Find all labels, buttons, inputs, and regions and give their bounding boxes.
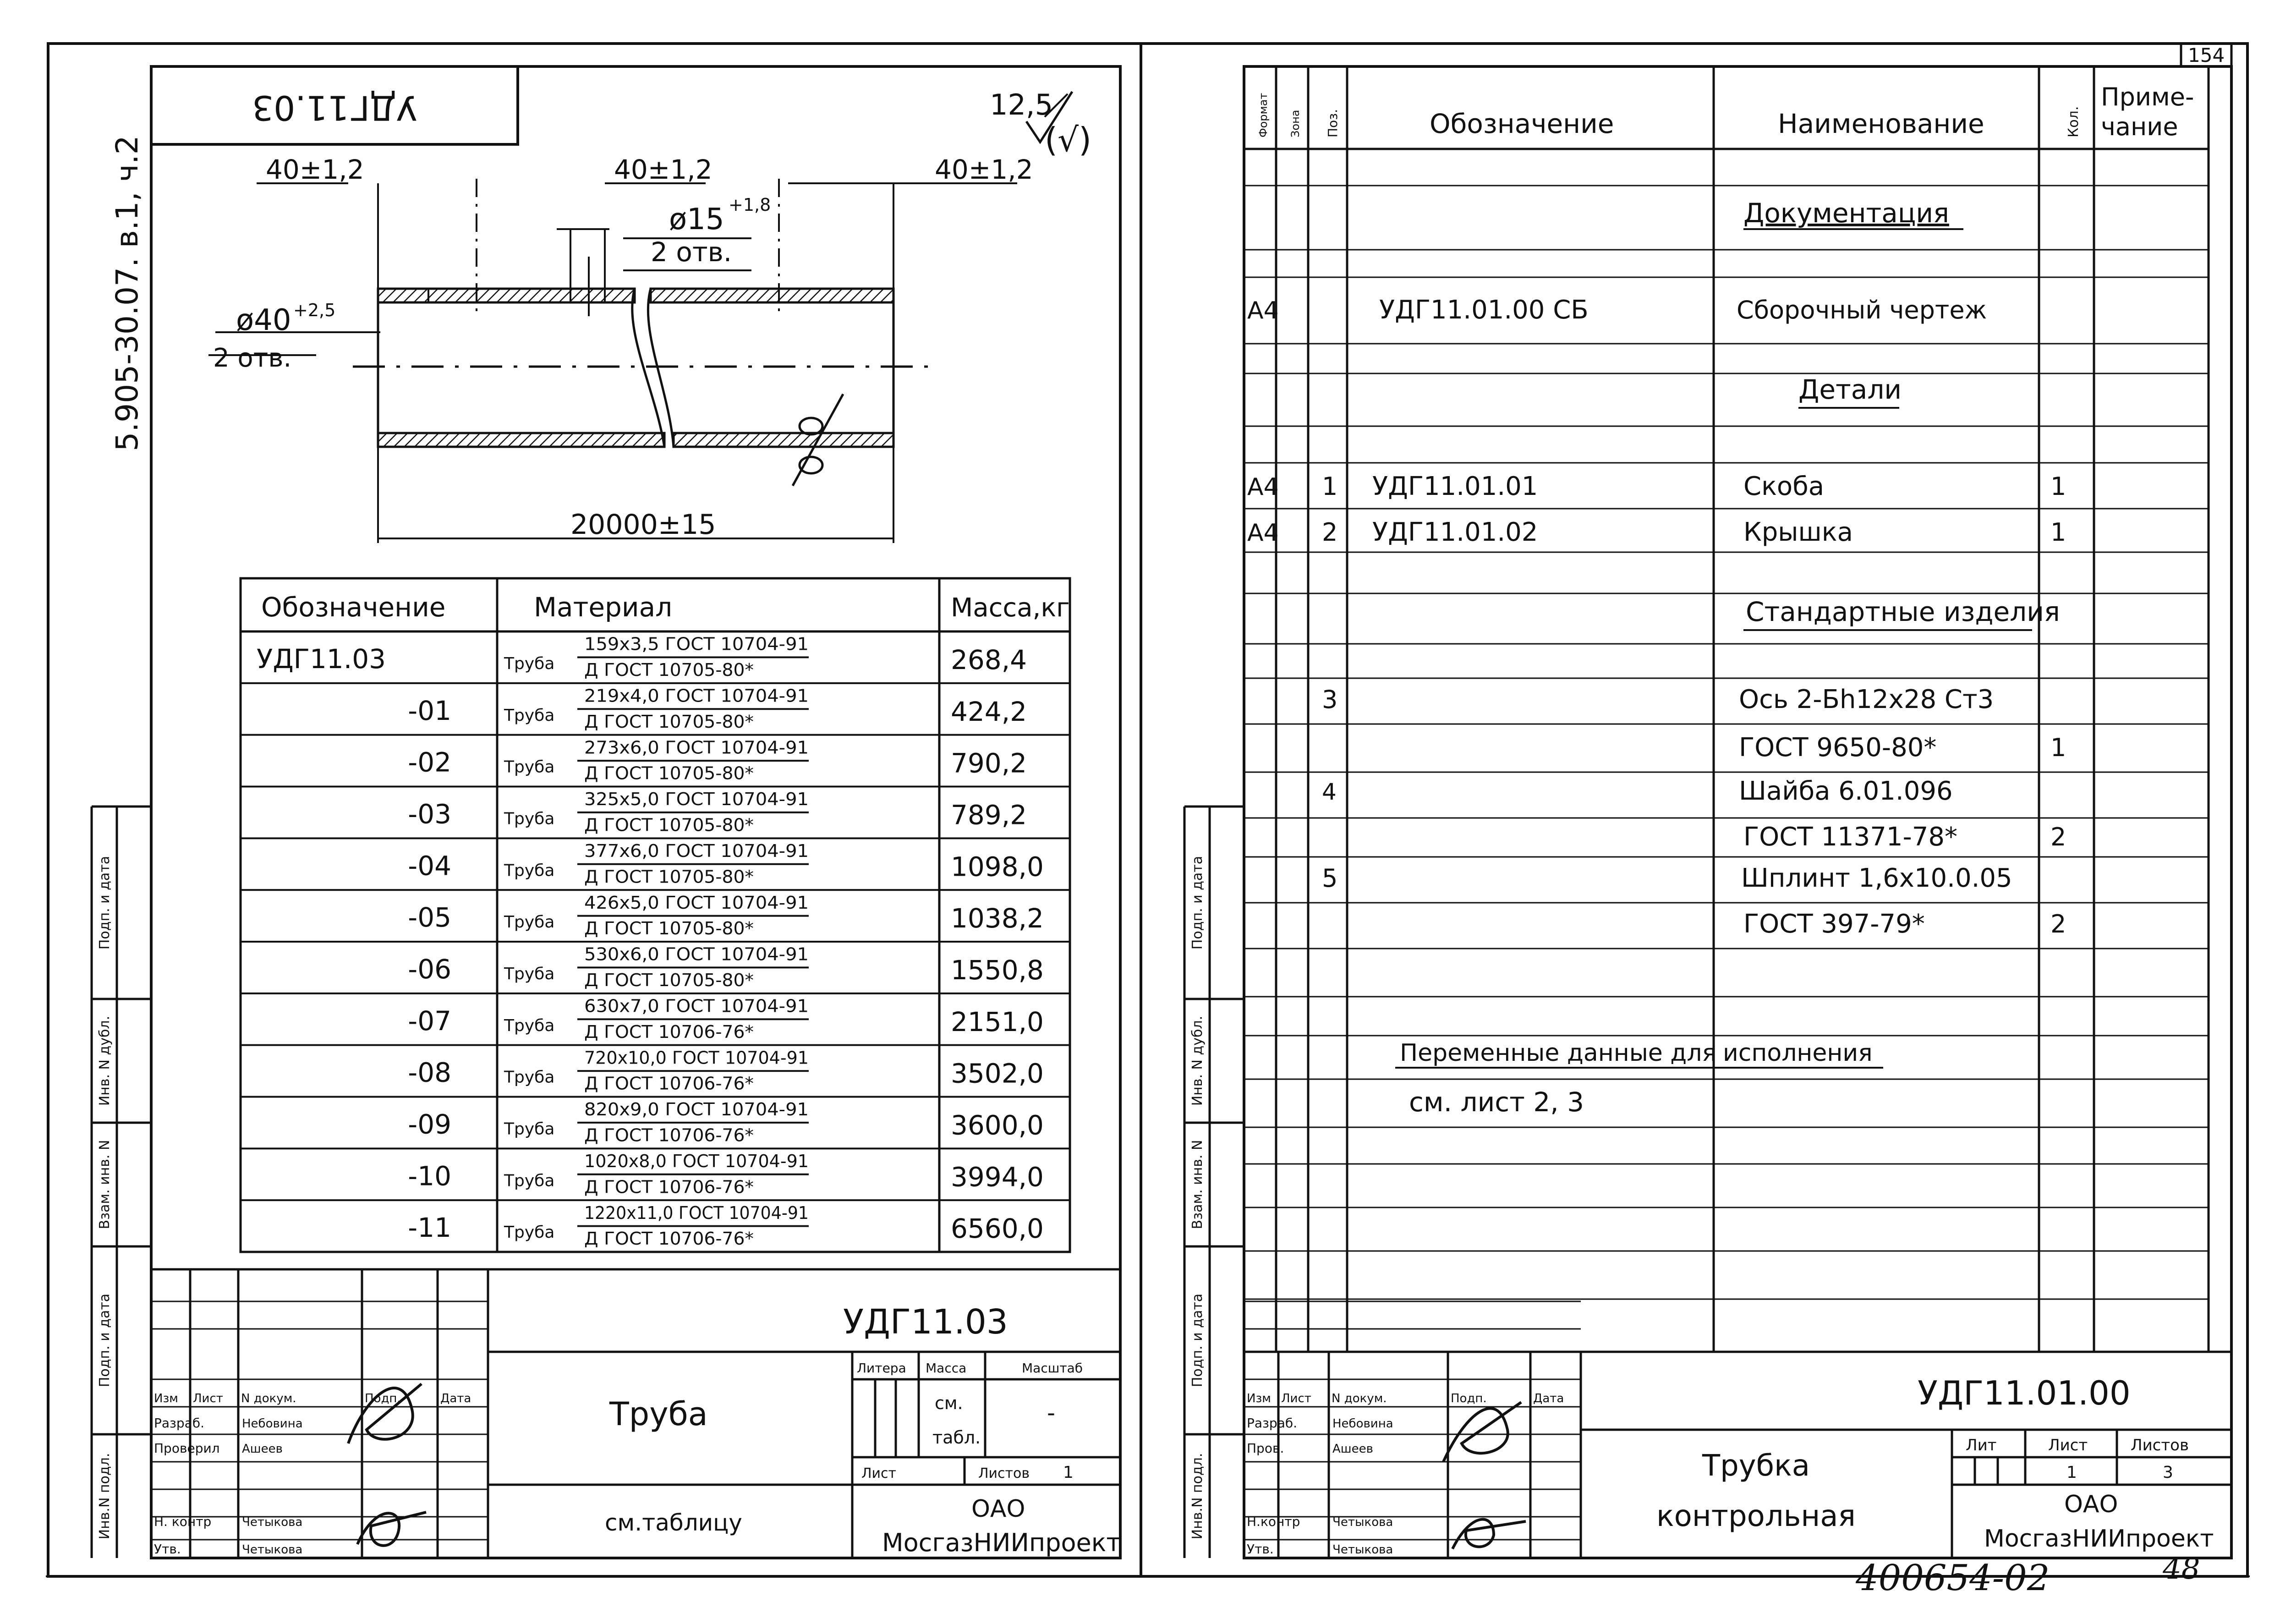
left-tb-lit: Литера	[857, 1361, 906, 1376]
right-tb-org1: ОАО	[2064, 1491, 2118, 1518]
tb-head-list: Лист	[193, 1392, 223, 1405]
tb-head-data: Дата	[1533, 1392, 1564, 1405]
left-tb-scale-val: -	[1047, 1399, 1056, 1426]
table-row-material-type: Труба	[504, 1068, 555, 1087]
tb-role-utv: Утв.	[1247, 1542, 1274, 1557]
table-row-material-top: 377x6,0 ГОСТ 10704-91	[584, 840, 809, 861]
tb-role-nkontr: Н. контр	[154, 1514, 212, 1529]
hdr-zone: Зона	[1289, 110, 1302, 137]
row2-qty: 1	[2050, 472, 2066, 501]
table-row-material-bottom: Д ГОСТ 10705-80*	[584, 763, 754, 784]
table-row-material-bottom: Д ГОСТ 10705-80*	[584, 711, 754, 732]
tb-person-utv: Четыкова	[1332, 1543, 1393, 1557]
row1-format: А4	[1247, 297, 1279, 324]
sheet-number: 154	[2188, 44, 2225, 66]
tb-head-list: Лист	[1281, 1392, 1311, 1405]
side-label: Подп. и дата	[97, 856, 113, 950]
tb-role-nkontr: Н.контр	[1247, 1514, 1300, 1529]
table-row-material-type: Труба	[504, 1016, 555, 1035]
left-tb-sheets: Листов	[978, 1465, 1030, 1481]
table-row-material-top: 1220x11,0 ГОСТ 10704-91	[584, 1202, 809, 1223]
left-tb-scale: Масштаб	[1022, 1361, 1083, 1376]
right-tb-sheet-val: 1	[2066, 1463, 2077, 1482]
right-inner-frame	[1244, 66, 2231, 1558]
roughness-paren: (√)	[1045, 121, 1092, 159]
table-row-code: -04	[408, 850, 451, 882]
left-tb-material: см.таблицу	[605, 1509, 742, 1536]
archive-number: 400654-02	[1856, 1558, 2050, 1599]
left-tb-sheet: Лист	[861, 1465, 897, 1481]
table-row-material-bottom: Д ГОСТ 10706-76*	[584, 1125, 754, 1146]
right-tb-sheets-val: 3	[2163, 1463, 2173, 1482]
left-tb-sheets-val: 1	[1063, 1463, 1074, 1482]
row7-qty: 2	[2050, 823, 2066, 851]
table-row-code: -09	[408, 1108, 451, 1140]
table-row-code: -10	[408, 1160, 451, 1192]
table-row-material-type: Труба	[504, 1171, 555, 1191]
table-row-material-type: Труба	[504, 757, 555, 777]
hdr-note-2: чание	[2101, 112, 2178, 141]
side-label: Инв. N дубл.	[1189, 1015, 1206, 1106]
variable-data-ref: см. лист 2, 3	[1409, 1086, 1584, 1118]
table-row-material-top: 630x7,0 ГОСТ 10704-91	[584, 996, 809, 1016]
table-row-mass: 424,2	[951, 696, 1027, 727]
table-row-code: -02	[408, 746, 451, 778]
table-row-code: УДГ11.03	[257, 643, 386, 675]
hdr-name: Наименование	[1778, 108, 1984, 139]
hdr-format: Формат	[1257, 93, 1270, 137]
table-row-code: -08	[408, 1057, 451, 1088]
variable-data-2: исполнения	[1723, 1039, 1873, 1067]
left-tb-code: УДГ11.03	[843, 1302, 1008, 1342]
row2-pos: 1	[1322, 472, 1338, 501]
table-row-material-top: 426x5,0 ГОСТ 10704-91	[584, 892, 809, 913]
section-documentation: Документация	[1743, 198, 1949, 229]
tb-person-nkontr: Четыкова	[1332, 1515, 1393, 1529]
row1-name: Сборочный чертеж	[1737, 296, 1987, 324]
page-number: 48	[2163, 1552, 2200, 1586]
table-row-mass: 3994,0	[951, 1161, 1044, 1193]
hole15-tol: +1,8	[729, 195, 771, 215]
table-row-material-top: 530x6,0 ГОСТ 10704-91	[584, 944, 809, 965]
table-row-material-bottom: Д ГОСТ 10706-76*	[584, 1073, 754, 1094]
right-sheet	[46, 44, 2250, 1576]
side-label: Взам. инв. N	[1189, 1140, 1206, 1229]
left-tb-org1: ОАО	[971, 1495, 1025, 1523]
table-row-code: -07	[408, 1005, 451, 1037]
tb-head-izm: Изм	[1247, 1392, 1271, 1405]
length-dim: 20000±15	[570, 509, 716, 541]
tb-person-prov: Ашеев	[1332, 1442, 1373, 1456]
table-row-material-bottom: Д ГОСТ 10705-80*	[584, 970, 754, 991]
row3-designation: УДГ11.01.02	[1372, 517, 1538, 547]
table-row-material-bottom: Д ГОСТ 10705-80*	[584, 660, 754, 680]
side-code: 5.905-30.07. в.1, ч.2	[110, 135, 145, 451]
hole40-tol: +2,5	[293, 300, 336, 320]
table-row-mass: 790,2	[951, 747, 1027, 779]
section-standard: Стандартные изделия	[1746, 596, 2060, 627]
row3-format: А4	[1247, 519, 1279, 547]
table-row-material-bottom: Д ГОСТ 10706-76*	[584, 1229, 754, 1249]
left-texts	[97, 88, 1121, 1557]
right-outer-frame	[1141, 44, 2247, 1576]
table-row-mass: 1098,0	[951, 851, 1044, 883]
row6-pos: 4	[1322, 779, 1337, 805]
hdr-pos: Поз.	[1325, 109, 1340, 137]
tb-head-podp: Подп.	[365, 1392, 401, 1405]
side-label: Инв.N подл.	[1189, 1453, 1206, 1540]
right-tb-org2: МосгазНИИпроект	[1984, 1525, 2214, 1553]
table-row-material-bottom: Д ГОСТ 10706-76*	[584, 1021, 754, 1042]
table-row-material-top: 159x3,5 ГОСТ 10704-91	[584, 634, 809, 654]
table-row-material-type: Труба	[504, 654, 555, 673]
table-row-material-type: Труба	[504, 809, 555, 828]
table-row-material-type: Труба	[504, 964, 555, 983]
row7-name: ГОСТ 11371-78*	[1743, 822, 1957, 852]
row2-format: А4	[1247, 473, 1279, 501]
table-row-material-top: 820x9,0 ГОСТ 10704-91	[584, 1099, 809, 1120]
table-row-mass: 1038,2	[951, 903, 1044, 934]
row3-qty: 1	[2050, 518, 2066, 547]
right-tb-code: УДГ11.01.00	[1918, 1374, 2131, 1412]
row8-pos: 5	[1322, 864, 1338, 893]
table-row-mass: 1550,8	[951, 954, 1044, 986]
variable-data-1: Переменные данные для	[1400, 1039, 1716, 1067]
left-tb-mass-val2: табл.	[932, 1427, 981, 1448]
side-label: Подп. и дата	[1189, 856, 1206, 950]
table-row-mass: 6560,0	[951, 1213, 1044, 1245]
left-tb-mass-val1: см.	[935, 1393, 963, 1413]
section-details: Детали	[1798, 374, 1902, 405]
spec-table-grid	[1244, 66, 2209, 1352]
row5-name: ГОСТ 9650-80*	[1739, 733, 1937, 763]
row6-name: Шайба 6.01.096	[1739, 776, 1953, 806]
table-header-code: Обозначение	[261, 592, 446, 623]
table-row-mass: 3502,0	[951, 1058, 1044, 1089]
left-tb-name: Труба	[609, 1395, 708, 1433]
table-row-material-top: 273x6,0 ГОСТ 10704-91	[584, 737, 809, 758]
row5-qty: 1	[2050, 733, 2066, 762]
table-row-mass: 3600,0	[951, 1109, 1044, 1141]
dim-right: 40±1,2	[935, 154, 1033, 185]
hole40-label: ø40	[236, 303, 291, 337]
row4-pos: 3	[1322, 685, 1338, 714]
table-row-mass: 2151,0	[951, 1006, 1044, 1037]
row3-name: Крышка	[1743, 517, 1853, 547]
right-tb-lit: Лит	[1966, 1436, 1997, 1454]
right-tb-sheets: Листов	[2131, 1436, 2189, 1454]
side-label: Подп. и дата	[97, 1293, 113, 1388]
stamp-code-rotated: УДГ11.03	[252, 88, 417, 127]
tb-role-razrab: Разраб.	[1247, 1416, 1298, 1431]
table-row-code: -01	[408, 695, 451, 726]
table-row-mass: 268,4	[951, 644, 1027, 675]
table-row-material-bottom: Д ГОСТ 10706-76*	[584, 1177, 754, 1197]
side-label: Взам. инв. N	[97, 1140, 113, 1229]
table-row-material-bottom: Д ГОСТ 10705-80*	[584, 867, 754, 887]
hole40-count: 2 отв.	[213, 343, 292, 373]
row2-designation: УДГ11.01.01	[1372, 472, 1538, 501]
table-row-material-type: Труба	[504, 1223, 555, 1242]
table-row-material-bottom: Д ГОСТ 10705-80*	[584, 815, 754, 835]
tb-person-utv: Четыкова	[242, 1543, 303, 1557]
table-header-mass: Масса,кг	[951, 593, 1070, 623]
tb-person-razrab: Небовина	[1332, 1417, 1393, 1431]
table-row-code: -11	[408, 1212, 451, 1244]
table-row-mass: 789,2	[951, 799, 1027, 831]
table-row-material-type: Труба	[504, 706, 555, 725]
row1-designation: УДГ11.01.00 СБ	[1379, 295, 1589, 325]
table-row-material-top: 1020x8,0 ГОСТ 10704-91	[584, 1151, 809, 1171]
table-row-material-top: 219x4,0 ГОСТ 10704-91	[584, 686, 809, 706]
tb-person-razrab: Небовина	[242, 1417, 303, 1431]
tb-person-prov: Ашеев	[242, 1442, 283, 1456]
hole15-label: ø15	[669, 203, 724, 236]
tb-person-nkontr: Четыкова	[242, 1515, 303, 1529]
table-row-code: -03	[408, 798, 451, 830]
side-label: Инв.N подл.	[97, 1453, 113, 1540]
hdr-designation: Обозначение	[1430, 108, 1614, 139]
right-tb-name2: контрольная	[1656, 1499, 1856, 1533]
row8-name: Шплинт 1,6x10.0.05	[1741, 863, 2012, 893]
table-row-code: -05	[408, 902, 451, 933]
table-row-material-top: 720x10,0 ГОСТ 10704-91	[584, 1048, 809, 1068]
row3-pos: 2	[1322, 518, 1338, 547]
tb-head-ndoc: N докум.	[1332, 1392, 1387, 1405]
table-row-material-bottom: Д ГОСТ 10705-80*	[584, 918, 754, 939]
right-tb-sheet: Лист	[2048, 1436, 2088, 1454]
table-row-material-type: Труба	[504, 913, 555, 932]
hdr-qty: Кол.	[2066, 106, 2082, 137]
side-label: Подп. и дата	[1189, 1293, 1206, 1388]
table-header-material: Материал	[534, 592, 673, 623]
row2-name: Скоба	[1743, 472, 1825, 501]
right-tb-name1: Трубка	[1702, 1449, 1810, 1483]
left-tb-mass: Масса	[926, 1361, 967, 1376]
table-row-material-type: Труба	[504, 1119, 555, 1139]
dim-middle: 40±1,2	[614, 154, 713, 185]
tb-role-prov: Пров.	[1247, 1441, 1284, 1456]
tb-role-utv: Утв.	[154, 1542, 181, 1557]
left-tb-org2: МосгазНИИпроект	[882, 1528, 1121, 1557]
table-row-code: -06	[408, 953, 451, 985]
tb-head-podp: Подп.	[1451, 1392, 1487, 1405]
row4-name: Ось 2-Бh12x28 Ст3	[1739, 685, 1994, 714]
table-row-material-type: Труба	[504, 861, 555, 880]
side-label: Инв. N дубл.	[97, 1015, 113, 1106]
tb-role-razrab: Разраб.	[154, 1416, 205, 1431]
tb-head-ndoc: N докум.	[241, 1392, 296, 1405]
tb-head-data: Дата	[440, 1392, 471, 1405]
dim-left: 40±1,2	[266, 154, 364, 185]
holes2-label: 2 отв.	[651, 236, 732, 268]
row9-name: ГОСТ 397-79*	[1743, 909, 1925, 939]
tb-head-izm: Изм	[154, 1392, 178, 1405]
row9-qty: 2	[2050, 910, 2066, 938]
tb-role-prov: Проверил	[154, 1441, 220, 1456]
table-row-material-top: 325x5,0 ГОСТ 10704-91	[584, 789, 809, 810]
roughness-value: 12,5	[990, 88, 1053, 121]
hdr-note-1: Приме-	[2101, 82, 2194, 111]
